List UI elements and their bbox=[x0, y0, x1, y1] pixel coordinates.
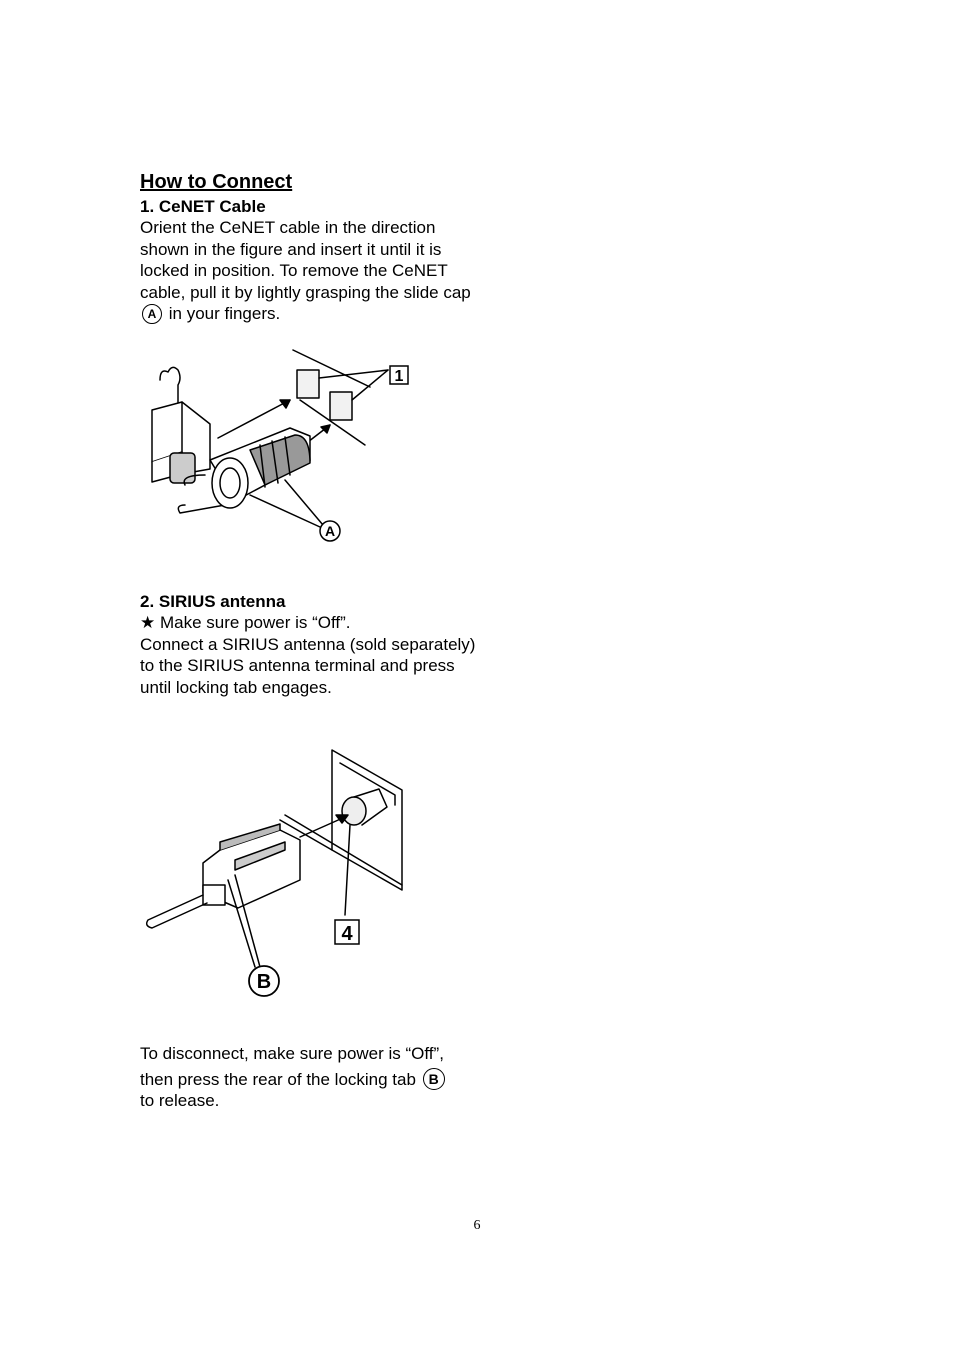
page-title: How to Connect bbox=[140, 171, 293, 193]
section-sirius-antenna bbox=[140, 591, 485, 698]
section-heading-sirius: 2. SIRIUS antenna bbox=[140, 592, 286, 611]
figure1-callout-1: 1 bbox=[394, 368, 404, 385]
cenet-instructions bbox=[140, 217, 485, 325]
disconnect-line-3: to release. bbox=[140, 1091, 220, 1111]
cenet-instructions-end: in your fingers. bbox=[168, 304, 281, 324]
cenet-cable-figure bbox=[140, 345, 430, 550]
locking-tab-marker: B bbox=[423, 1068, 445, 1090]
sirius-note bbox=[140, 612, 485, 634]
figure2-callout-4: 4 bbox=[341, 923, 353, 945]
sirius-antenna-figure bbox=[140, 745, 415, 1000]
slide-cap-marker: A bbox=[142, 304, 162, 324]
section-heading-cenet: 1. CeNET Cable bbox=[140, 197, 266, 216]
figure1-callout-a: A bbox=[324, 523, 336, 539]
figure2-callout-b: B bbox=[256, 971, 272, 993]
disconnect-line-2 bbox=[140, 1068, 485, 1091]
section-cenet-cable bbox=[140, 196, 485, 325]
cenet-instructions-text: Orient the CeNET cable in the direction shown in the figure and insert it until it is locked in position. To remove the CeNET cable, pull it by lightly grasping the slide cap bbox=[140, 218, 471, 302]
disconnect-line-2-text: then press the rear of the locking tab bbox=[140, 1069, 416, 1089]
sirius-instructions: Connect a SIRIUS antenna (sold separately) to the SIRIUS antenna terminal and press until locking tab engages. bbox=[140, 634, 476, 697]
star-icon: ★ bbox=[140, 613, 156, 632]
disconnect-line-1: To disconnect, make sure power is “Off”, bbox=[140, 1044, 444, 1063]
disconnect-instructions bbox=[140, 1043, 485, 1112]
sirius-power-note: Make sure power is “Off”. bbox=[159, 613, 351, 632]
page-number: 6 bbox=[473, 1218, 481, 1233]
